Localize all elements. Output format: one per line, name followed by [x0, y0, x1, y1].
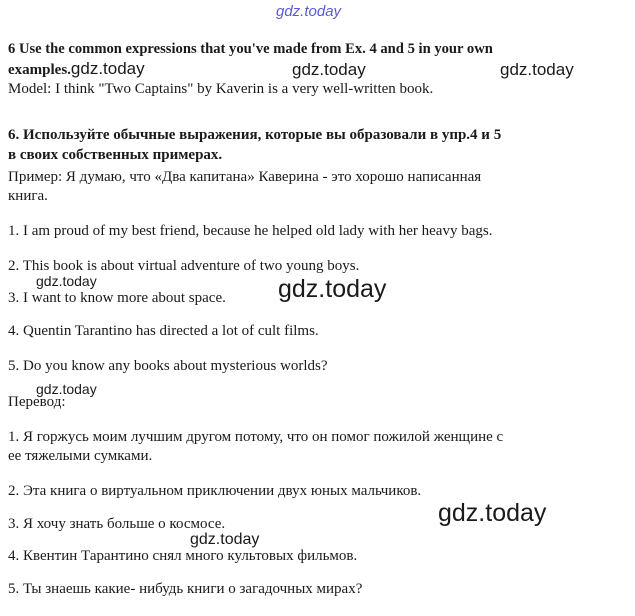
answer-ru-1-line1: 1. Я горжусь моим лучшим другом потому, что он помог пожилой женщине с	[8, 429, 504, 445]
answer-en-1: 1. I am proud of my best friend, because he helped old lady with her heavy bags.	[8, 223, 493, 239]
model-ru-line2: книга.	[8, 188, 48, 204]
task-heading-ru-line1: 6. Используйте обычные выражения, которые вы образовали в упр.4 и 5	[8, 127, 502, 143]
answer-en-3: 3. I want to know more about space.	[8, 290, 226, 306]
watermark-small-2: gdz.today	[36, 381, 97, 397]
watermark-small-1: gdz.today	[36, 273, 97, 289]
model-en: Model: I think "Two Captains" by Kaverin is a very well-written book.	[8, 81, 434, 97]
answer-ru-3: 3. Я хочу знать больше о космосе.	[8, 516, 226, 532]
watermark-mid: gdz.today	[292, 60, 366, 79]
answer-en-2: 2. This book is about virtual adventure of two young boys.	[8, 258, 360, 274]
task-heading-en-line2	[8, 60, 145, 79]
task-heading-ru-line2: в своих собственных примерах.	[8, 147, 223, 163]
answer-ru-5: 5. Ты знаешь какие- нибудь книги о загадочных мирах?	[8, 581, 363, 597]
watermark-top: gdz.today	[276, 3, 342, 20]
answer-en-5: 5. Do you know any books about mysterious worlds?	[8, 358, 328, 374]
answer-en-4: 4. Quentin Tarantino has directed a lot of cult films.	[8, 323, 319, 339]
watermark-large-2: gdz.today	[438, 499, 547, 527]
answer-ru-2: 2. Эта книга о виртуальном приключении двух юных мальчиков.	[8, 483, 422, 499]
task-heading-en-examples: examples.	[8, 62, 71, 78]
watermark-small-3: gdz.today	[190, 531, 260, 548]
watermark-right: gdz.today	[500, 60, 574, 79]
task-heading-en-line1: 6 Use the common expressions that you've made from Ex. 4 and 5 in your own	[8, 41, 493, 57]
watermark-inline: gdz.today	[70, 59, 145, 78]
answer-ru-1-line2: ее тяжелыми сумками.	[8, 448, 153, 464]
model-ru-line1: Пример: Я думаю, что «Два капитана» Каверина - это хорошо написанная	[8, 169, 482, 185]
answer-ru-4: 4. Квентин Тарантино снял много культовых фильмов.	[8, 548, 358, 564]
translation-label: Перевод:	[8, 394, 66, 410]
watermark-large-1: gdz.today	[278, 275, 387, 303]
